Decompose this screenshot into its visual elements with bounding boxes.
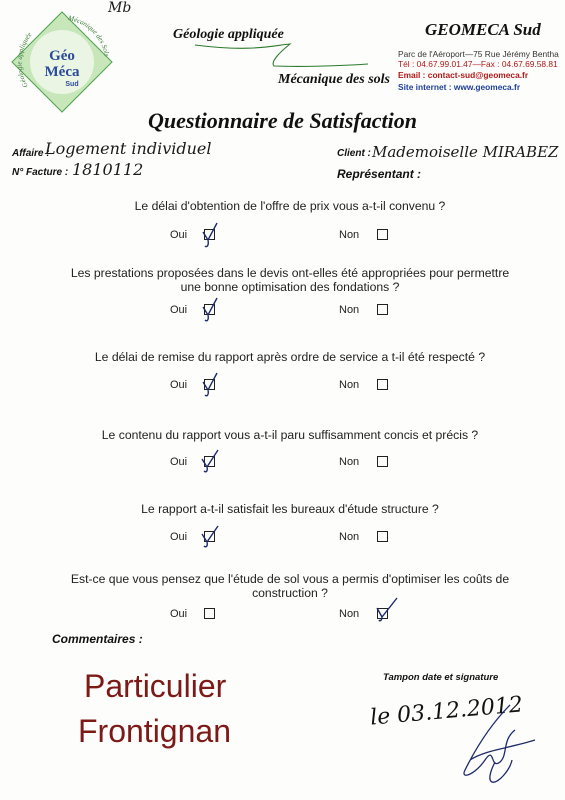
question-3-no-label: Non bbox=[339, 379, 360, 391]
question-4-yes-check-mark bbox=[199, 447, 223, 477]
geomeca-logo bbox=[8, 8, 116, 116]
company-website: Site internet : www.geomeca.fr bbox=[398, 82, 521, 92]
question-6-yes-checkbox[interactable] bbox=[204, 608, 215, 619]
question-6-text: Est-ce que vous pensez que l'étude de sol vous a permis d'optimiser les coûts de construction ? bbox=[70, 572, 510, 600]
question-3-yes-check-mark bbox=[200, 370, 224, 400]
company-email: Email : contact-sud@geomeca.fr bbox=[398, 70, 529, 80]
comment-line-2: Frontignan bbox=[78, 713, 231, 749]
logo-line3: Sud bbox=[65, 81, 79, 88]
facture-value: 1810112 bbox=[72, 160, 144, 179]
question-1-yes-label: Oui bbox=[170, 229, 188, 241]
question-5-yes-check-mark bbox=[199, 522, 223, 552]
affaire-label: Affaire : bbox=[12, 148, 50, 159]
handwritten-signature bbox=[440, 700, 540, 785]
logo-ring-top: Géologie appliquée bbox=[15, 30, 34, 89]
question-1-text: Le délai d'obtention de l'offre de prix vous a-t-il convenu ? bbox=[134, 199, 446, 213]
question-1-no-checkbox[interactable] bbox=[377, 229, 388, 240]
question-1-yes-check-mark bbox=[200, 220, 224, 250]
question-4-text: Le contenu du rapport vous a-t-il paru suffisamment concis et précis ? bbox=[101, 428, 479, 442]
question-2-yes-check-mark bbox=[200, 295, 224, 325]
page-title: Questionnaire de Satisfaction bbox=[148, 108, 417, 133]
question-6-yes-label: Oui bbox=[170, 608, 188, 620]
signature-date: le 03.12.2012 bbox=[369, 692, 524, 731]
question-2-yes-label: Oui bbox=[170, 304, 188, 316]
question-2-no-checkbox[interactable] bbox=[377, 304, 388, 315]
comment-line-1: Particulier bbox=[84, 668, 227, 704]
client-label: Client : bbox=[337, 148, 371, 159]
comments-label: Commentaires : bbox=[52, 632, 143, 646]
representant-label: Représentant : bbox=[337, 167, 422, 181]
logo-line1: Géo bbox=[49, 48, 75, 64]
stamp-label: Tampon date et signature bbox=[383, 672, 499, 683]
tagline-mechanics: Mécanique des sols bbox=[278, 72, 390, 87]
header-swoosh bbox=[190, 40, 370, 72]
question-4-yes-label: Oui bbox=[170, 456, 188, 468]
question-5-no-checkbox[interactable] bbox=[377, 531, 388, 542]
question-1-no-label: Non bbox=[339, 229, 360, 241]
question-3-yes-label: Oui bbox=[170, 379, 188, 391]
question-4-no-label: Non bbox=[339, 456, 360, 468]
logo-annotation: Mb bbox=[108, 0, 132, 16]
question-5-no-label: Non bbox=[339, 531, 360, 543]
question-3-no-checkbox[interactable] bbox=[377, 379, 388, 390]
question-4-no-checkbox[interactable] bbox=[377, 456, 388, 467]
question-2-no-label: Non bbox=[339, 304, 360, 316]
company-phone-fax: Tél : 04.67.99.01.47—Fax : 04.67.69.58.81 bbox=[398, 59, 558, 69]
facture-label: N° Facture : bbox=[12, 167, 69, 178]
company-address: Parc de l'Aéroport—75 Rue Jérémy Bentha bbox=[398, 49, 559, 59]
question-6-no-label: Non bbox=[339, 608, 360, 620]
logo-line2: Méca bbox=[44, 64, 80, 80]
client-value: Mademoiselle MIRABEZ bbox=[372, 143, 559, 161]
tagline-geology: Géologie appliquée bbox=[173, 27, 284, 42]
logo-ring-right: Mécanique des Sols bbox=[67, 14, 111, 58]
question-5-text: Le rapport a-t-il satisfait les bureaux d'étude structure ? bbox=[141, 502, 439, 516]
question-6-no-check-mark bbox=[374, 595, 398, 625]
affaire-value: Logement individuel bbox=[45, 139, 212, 158]
question-3-text: Le délai de remise du rapport après ordre de service a t-il été respecté ? bbox=[94, 350, 486, 364]
question-5-yes-label: Oui bbox=[170, 531, 188, 543]
company-name: GEOMECA Sud bbox=[425, 20, 541, 39]
question-2-text: Les prestations proposées dans le devis ont-elles été appropriées pour permettre une bonne optimisation des fondations ? bbox=[70, 266, 510, 294]
